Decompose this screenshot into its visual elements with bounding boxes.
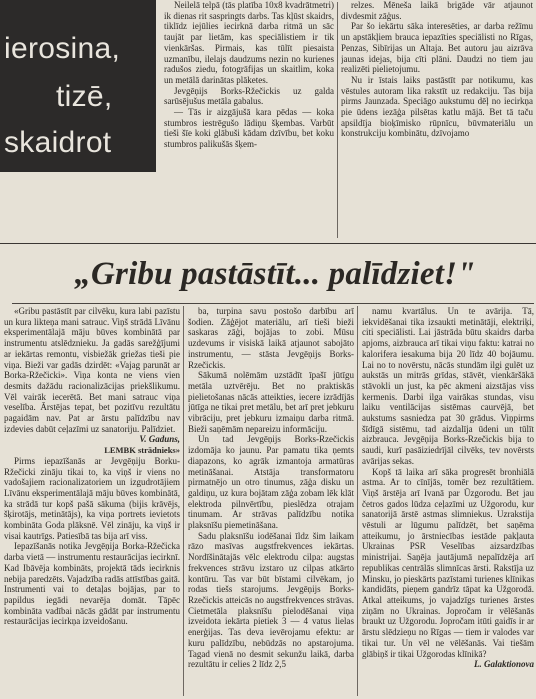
paragraph: Kopš tā laika arī sāka progresēt bronhiālā astma. Ar to cīnījās, tomēr bez rezultātiem. Viņš ārstēja arī Ivanā par Ūzgorodu. Bet jau četros gados lūdza ceļazīmi uz Užgorodu, kur sanatorijā ārstē astmas slimniekus. Uzrakstija vēstuli ar lūgumu palīdzēt, bet saņēma atteikumu, jo ārstniecības iestāde pakļauta Ukrainas PSR Veselības aizsardzības ministrijai. Saņēja jautājumā nepalīdzēja arī republikas centrālās slimnīcas ārsti. Rakstīja uz Minsku, jo pieskārts pazīstami turienes klīnikas kandidāts, pieņem gandrīz tāpat ka Užgorodā. Atkal atteikums, jo vajadzīgs turienes ārstes ziņām no Ukrainas. Jopročam ir vēlēšanās braukt uz Užgorodu. Jopročam itūti gaidīs ir ar ārstu slēdzieņu no Rīgas — tiem ir valodes var tikai tur. Un vēl ne vēlēšanās. Vai tiešām glābiņš ir tikai Užgorodas klīnikā? [362,466,534,659]
paragraph: Un tad Jevgēņijs Borks-Rzečickis izdomāja ko jaunu. Par pamatu tika ņemts diapazons, ko agrāk izmantoja armatūras metināšanai. Atstāja transformatoru pirmatnējo un otro tinumus, zāģa disku un galdiņu, uz kura bojātam zāģa zobam lēk klāt elektroda pilnvērtību, pieslēdza otrajam tinumam. Ar strāvas palīdzību notika plaksnīšu piemetināšana. [188,434,354,531]
paragraph: Iepazīšanās notika Jevgēņija Borka-Ržečicka darba vietā — instrumentu restaurācijas iecirknī. Kad Ibāvēja kombināts, projektā tāds iecirknis nebija paredzēts. Vajadzība radās attīstības gaitā. Instrumenti vai to detaļas bojājas, par to papildus iegādi nevarēja domāt. Tāpēc kombināta vadībai nācās gādāt par instrumentu restaurācijas iecirkņa izveidošanu. [4,541,180,627]
paragraph: Sākumā nolēmām uzstādīt īpašī jūtīgu metāla uztvērēju. Bet no praktiskās pielietošanas nācās atteikties, iecere izrādījās jūtīga ne tikai pret metālu, bet arī pret jebkuru vibrāciju, pret jebkuru izmaiņu darba ritmā. Bieži saņēmām nepareizu informāciju. [188,370,354,434]
article-column-3 [362,306,534,696]
paragraph: Pirms iepazīšanās ar Jevgēņiju Borku-Ržečicki zināju tikai to, ka viņš ir viens no vadošajiem racionalizatoriem un izgudrotājiem Līvānu eksperimentālajā māju būves kombinātā, ka strādā tur kopš pašā sākuma (bijis krāvējs, šķirotājs, metinātājs), ka viņa portrets ievietots kombināta Goda plāksnē. Vēl zināju, ka viņš ir visai kautrīgs. Patiesībā tas bija arī viss. [4,455,180,541]
paragraph: — Tās ir aizgājušā kara pēdas — koka stumbros iestrēgušo lādiņu šķembas. Varbūt tieši šīe koki glābuši kādam dzīvību, bet koku stumbros palikušās šķem- [164,107,334,150]
column-divider [183,306,184,696]
letter-text: «Gribu pastāstīt par cilvēku, kura labi pazīstu un kura likteņa mani satrauc. Viņš strādā Līvānu eksperimentālajā māju būves kombinātā par instrumentu atslēdznieku. Ja gadās sarežģījumi ar iekārtas remontu, visbiežāk griežas tieši pie viņa. Bieži var gadās dzirdēt: «Vajag parunāt ar Borka-Ržečicki». Viņa konta ne viens vien desmits dažādu racionalizācijas priekšlikumu. Vēl vairāk iecerētā. Bet mani satrauc viņa veselība. Ārstējas tepat, bet pozitīvu rezultātu pagaidām nav. Pat ar ārstu palīdzību nav izdevies dabūt ceļazīmi uz sanatoriju. Palīdziet. [4,306,180,434]
paragraph: namu kvartālus. Un te avārija. Tā, iekvidēšanai tika izsaukti metinātāji, elektriķi, citi speciālisti. Lai jāstrāda būtu skaidrs darba apjoms, aizbrauca arī tikai viņu faktu: katrai no kalorifera iesakuma bija 20 līdz 40 bojāumu. Lai no to novērstu, nācās stundām ilgi gulēt uz aukstās un mitrās grīdas, stāvēt, vienkāršākā stāvokli un just, ka pēc akmeni aizstājas viss kermenis. Darbi ilga vairākas stundas, visu laiku ventilācijas sistēmas caurvējā, bet aukstums sasniedza pat 30 grādus. Viņpirms šīdīgā sistēmu, tad aizdalīja ūdeni un tūlīt aizbrauca. Jevgēņija Borks-Rzečickis bija to saudi, kurī pasāiziedrījāl cilvēks, tev novērsts avārijas sekas. [362,306,534,466]
article-headline: „Gribu pastāstīt... palīdziet!" [74,256,476,292]
banner-line: skaidrot [4,126,112,159]
previous-article-column-right [341,0,533,240]
section-banner [0,0,156,172]
paragraph: ba, turpina savu postošo darbību arī šodien. Zāģējot materiālu, arī tieši bieži saskaras zāģi, bojājas to zobi. Mūsu uzdevums ir visiskā laikā atjaunot sabojāto instrumentu, — stāsta Jevgēņijs Borks-Rzečickis. [188,306,354,370]
article-column-2 [188,306,354,696]
paragraph: Par šo iekārtu sāka interesēties, ar darba režīmu un apstākļiem brauca iepazīties speciālisti no Rīgas, Penzas, Sibīrijas un Altaja. Bet autoru jau aizrāva jaunas idejas, bija cīti plāni. Daudzi no tiem jau realizēti pielietojumu. [341,21,533,75]
headline-rule [12,303,534,304]
banner-line: tizē, [56,80,113,113]
paragraph: Neilelā telpā (tās platība 10x8 kvadrātmetri) ik dienas rit saspringts darbs. Tas kļūst skaidrs, tiklīdz iejūlies iecirknā darba ritmā un sāc taujāt par lietām, kas speciālistiem ir tik vienkāršas. Pirmais, kas tūlīt piesaista uzmanību, ilelajs daudzums nezin no kurienes radušos ziedu, fotogrāfijas un skaitlim, koka un metālā darinātas plāketes. [164,0,334,85]
paragraph: Jevgēņijs Borks-Ržečickis uz galda sarūsējušus metāla gabalus. [164,85,334,107]
paragraph: Nu ir īstais laiks pastāstīt par notikumu, kas vēstules autoram lika rakstīt uz redakciju. Tas bija pirms Jaunzada. Speciāgo aukstumu dēļ no iecirkņa pie ūdens iezāģa pilsētas katlu mājā. Bet tā taču apsildīja bioķīmisko rūpnīcu, būvmateriālu un konstrukciju kombinātu, dzīvojamo [341,74,533,139]
previous-article-column-mid [164,0,334,238]
banner-line: ierosina, [4,32,121,65]
author-signature: L. Galaktionova [474,659,534,670]
letter-signature: V. Gaduns, [139,434,180,445]
paragraph: relzes. Mēneša laikā brigāde vār atjaunot divdesmit zāģus. [341,0,533,21]
column-divider [357,306,358,696]
article-column-1 [4,306,180,696]
letter-signature-title: LEMBK strādnieks» [104,445,180,456]
section-rule [0,243,536,244]
paragraph: Sadu plaksnīšu iodēšanai īldz šim laikam rāzo masīvas augstfrekvences iekārtas. Nordīšinātajās vēlc elektrodu cilpa: augstas frekvences strāvu izstaro uz cilpas atkārto kontūru. Tas var būt bīstami cilvēkam, jo rodas tiešs starojums. Jevgēņijs Borks-Rzečickis atteicās no augstfrekvences strāvas. Cietmetāla plaksnīšu pielodēšanai viņa izveidota iekārta pietiek 3 — 4 vatus lielas enerģijas. Tas deva ievērojamu efektu: ar kuru palīdzību, nebūdzās no apstarojuma. Tagad vienā no desmit sekunžu laikā, darba rezultātu ir celies 2 līdz 2,5 [188,530,354,670]
column-divider [337,2,338,238]
